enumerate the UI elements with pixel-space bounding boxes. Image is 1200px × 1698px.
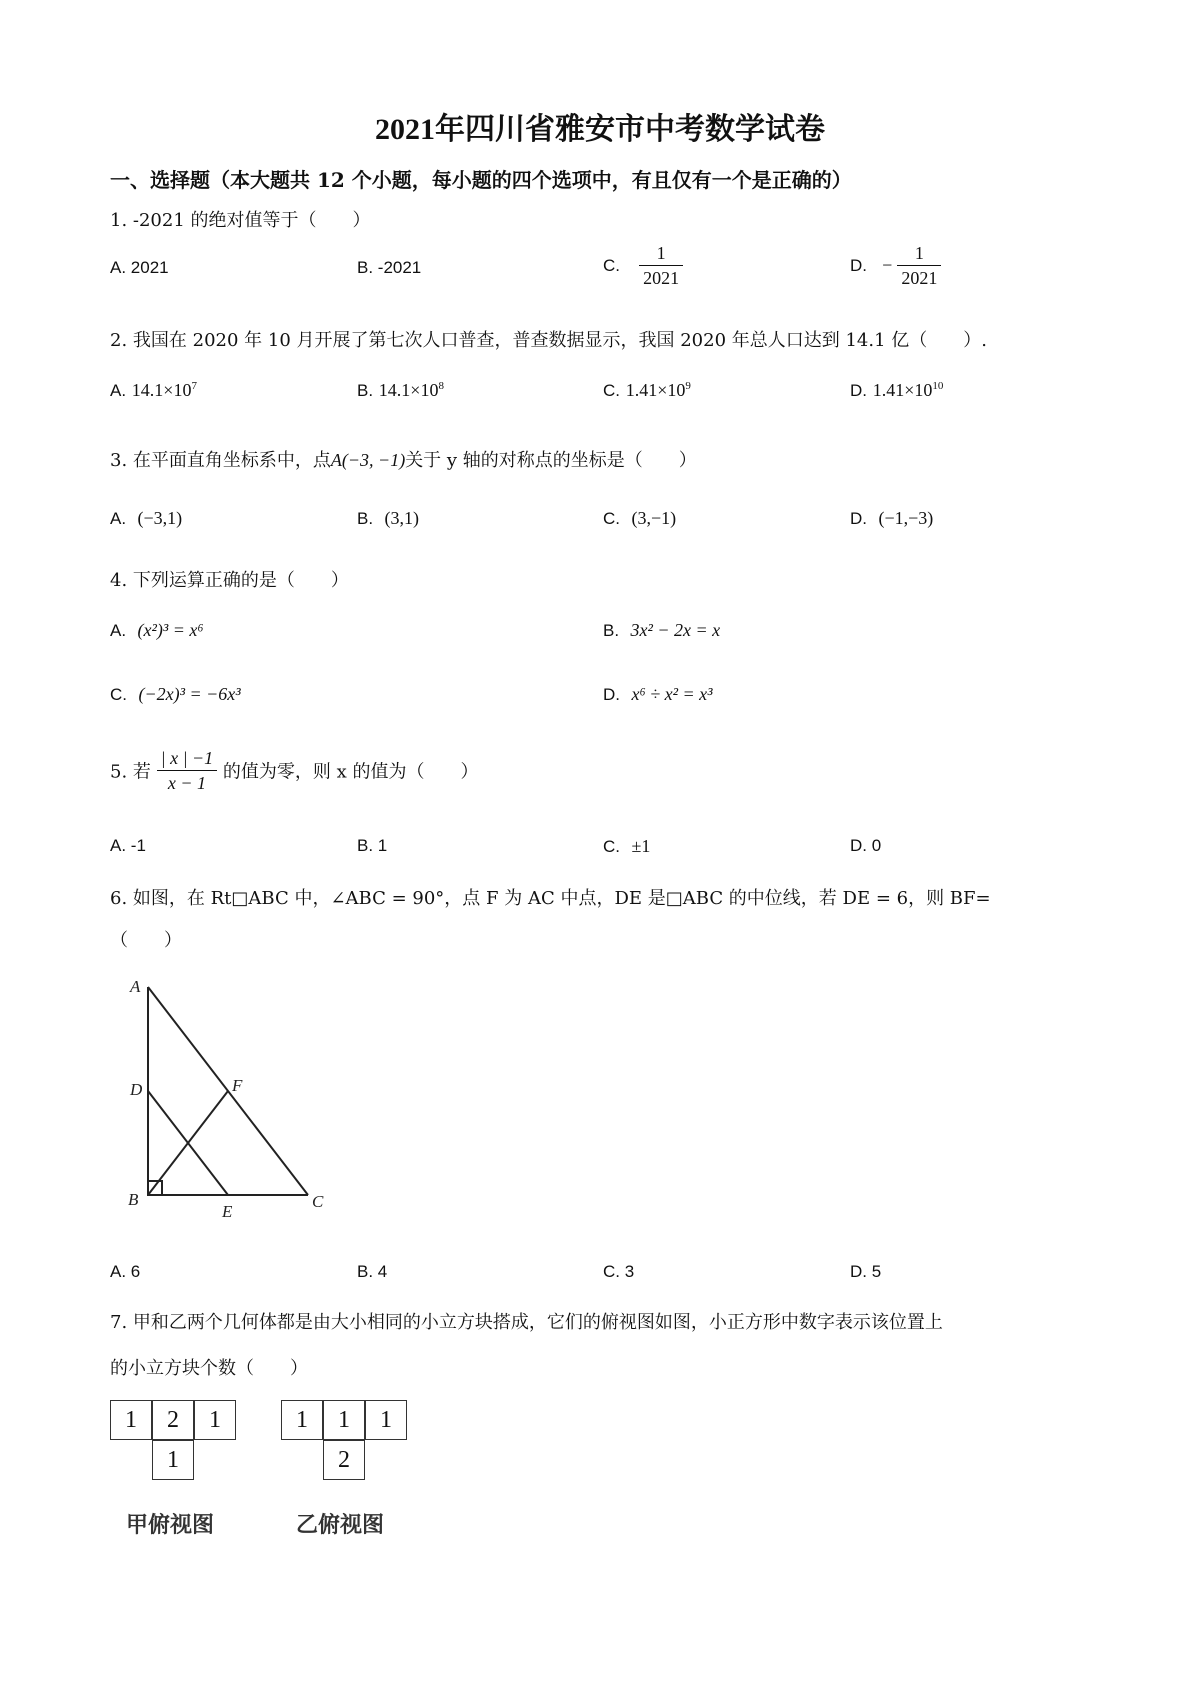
q5-stem-pre: 5. 若 (110, 761, 151, 783)
point-e-label: E (222, 1202, 233, 1220)
question-4-stem: 4. 下列运算正确的是（ ） (110, 570, 349, 591)
q6-option-d[interactable]: D. 5 (850, 1262, 882, 1281)
q4-option-b-label: B. (603, 621, 620, 640)
q2-option-a-label: A. (110, 381, 127, 400)
q4-option-c-expr: (−2x)³ = −6x³ (138, 684, 241, 704)
q1-option-c-fraction (639, 241, 683, 290)
vertex-c-label: C (312, 1192, 324, 1211)
q4-option-b[interactable] (603, 620, 720, 641)
question-2-stem: 2. 我国在 2020 年 10 月开展了第七次人口普查，普查数据显示，我国 2020 年总人口达到 14.1 亿（ ）. (110, 330, 987, 351)
jia-grid-cell: 2 (152, 1400, 194, 1440)
q4-option-a-label: A. (110, 621, 127, 640)
q5-option-a[interactable]: A. -1 (110, 836, 146, 855)
minus-sign: − (882, 255, 893, 275)
q3-option-b-value: (3,1) (384, 508, 420, 528)
q1-option-d[interactable] (850, 241, 941, 290)
frac-numerator: 1 (639, 241, 683, 266)
q3-option-a-value: (−3,1) (137, 508, 183, 528)
yi-grid-cell: 1 (365, 1400, 407, 1440)
q3-option-c[interactable] (603, 508, 676, 529)
jia-grid-cell: 1 (194, 1400, 236, 1440)
q6-option-b[interactable]: B. 4 (357, 1262, 388, 1281)
q2-d-exponent: 10 (932, 380, 944, 392)
vertex-b-label: B (128, 1190, 139, 1209)
q2-c-exponent: 9 (685, 380, 691, 392)
q3-option-d-value: (−1,−3) (878, 508, 934, 528)
frac-denominator: x − 1 (167, 773, 206, 793)
q1-option-c[interactable] (603, 241, 683, 290)
q5-option-c-value: ±1 (631, 836, 651, 856)
q4-option-d-label: D. (603, 685, 620, 704)
q1-option-b[interactable]: B. -2021 (357, 258, 422, 277)
question-6-stem-line1: 6. 如图，在 Rt□ABC 中，∠ABC = 90°，点 F 为 AC 中点，DE 是□ABC 的中位线，若 DE = 6，则 BF= (110, 888, 991, 909)
jia-caption: 甲俯视图 (126, 1513, 215, 1538)
q4-option-d-expr: x⁶ ÷ x² = x³ (631, 684, 713, 704)
question-5-stem (110, 746, 479, 795)
q4-option-d[interactable] (603, 684, 713, 705)
q5-stem-post: 的值为零，则 x 的值为（ ） (222, 761, 479, 783)
question-7-stem-line2: 的小立方块个数（ ） (110, 1358, 308, 1379)
page-title: 2021年四川省雅安市中考数学试卷 (375, 113, 825, 146)
q1-option-d-label: D. (850, 255, 867, 275)
q3-option-b[interactable] (357, 508, 419, 529)
q2-d-base: 1.41×10 (872, 380, 933, 400)
q2-option-c[interactable] (603, 380, 691, 401)
q3-option-d-label: D. (850, 509, 867, 528)
question-1-stem: 1. -2021 的绝对值等于（ ） (110, 210, 371, 231)
point-d-label: D (130, 1080, 143, 1099)
q1-option-c-label: C. (603, 255, 620, 275)
q3-stem-post: 关于 y 轴的对称点的坐标是（ ） (405, 450, 697, 471)
q2-a-base: 14.1×10 (131, 380, 192, 400)
q3-option-a-label: A. (110, 509, 127, 528)
q6-option-c[interactable]: C. 3 (603, 1262, 635, 1281)
q5-option-c[interactable] (603, 836, 650, 857)
yi-grid-cell: 1 (281, 1400, 323, 1440)
triangle-figure (120, 975, 340, 1220)
q2-b-exponent: 8 (438, 380, 444, 392)
yi-grid-cell: 1 (323, 1400, 365, 1440)
question-7-stem-line1: 7. 甲和乙两个几何体都是由大小相同的小立方块搭成，它们的俯视图如图，小正方形中数字表示该位置上 (110, 1312, 943, 1333)
q3-option-a[interactable] (110, 508, 182, 529)
q2-option-a[interactable] (110, 380, 197, 401)
q5-option-b[interactable]: B. 1 (357, 836, 388, 855)
frac-numerator: 1 (897, 241, 941, 266)
yi-grid-cell: 2 (323, 1440, 365, 1480)
question-3-stem (110, 446, 697, 472)
q2-option-b-label: B. (357, 381, 374, 400)
q2-option-d-label: D. (850, 381, 867, 400)
q3-option-b-label: B. (357, 509, 374, 528)
q1-option-d-fraction (897, 241, 941, 290)
q2-c-base: 1.41×10 (625, 380, 686, 400)
yi-caption: 乙俯视图 (296, 1513, 385, 1538)
question-6-stem-line2: （ ） (110, 930, 182, 951)
q4-option-b-expr: 3x² − 2x = x (630, 620, 721, 640)
q3-option-c-value: (3,−1) (631, 508, 677, 528)
q1-option-a[interactable]: A. 2021 (110, 258, 169, 277)
q6-option-a[interactable]: A. 6 (110, 1262, 141, 1281)
q3-stem-pre: 3. 在平面直角坐标系中，点 (110, 450, 331, 471)
frac-denominator: 2021 (901, 268, 938, 288)
point-f-label: F (232, 1076, 243, 1095)
q2-b-base: 14.1×10 (378, 380, 439, 400)
q4-option-c-label: C. (110, 685, 127, 704)
q2-a-exponent: 7 (191, 380, 197, 392)
q2-option-b[interactable] (357, 380, 444, 401)
section-heading: 一、选择题（本大题共 12 个小题，每小题的四个选项中，有且仅有一个是正确的） (110, 168, 852, 192)
q2-option-c-label: C. (603, 381, 620, 400)
q3-option-c-label: C. (603, 509, 620, 528)
jia-grid-cell: 1 (152, 1440, 194, 1480)
frac-denominator: 2021 (643, 268, 680, 288)
q4-option-a-expr: (x²)³ = x⁶ (137, 620, 204, 640)
frac-numerator: | x | −1 (157, 746, 218, 771)
q3-option-d[interactable] (850, 508, 933, 529)
q5-fraction (157, 746, 218, 795)
q4-option-c[interactable] (110, 684, 241, 705)
q5-option-c-label: C. (603, 837, 620, 856)
vertex-a-label: A (130, 977, 141, 996)
q5-option-d[interactable]: D. 0 (850, 836, 882, 855)
jia-grid-cell: 1 (110, 1400, 152, 1440)
q2-option-d[interactable] (850, 380, 943, 401)
q3-point: A(−3, −1) (330, 450, 406, 470)
q4-option-a[interactable] (110, 620, 204, 641)
